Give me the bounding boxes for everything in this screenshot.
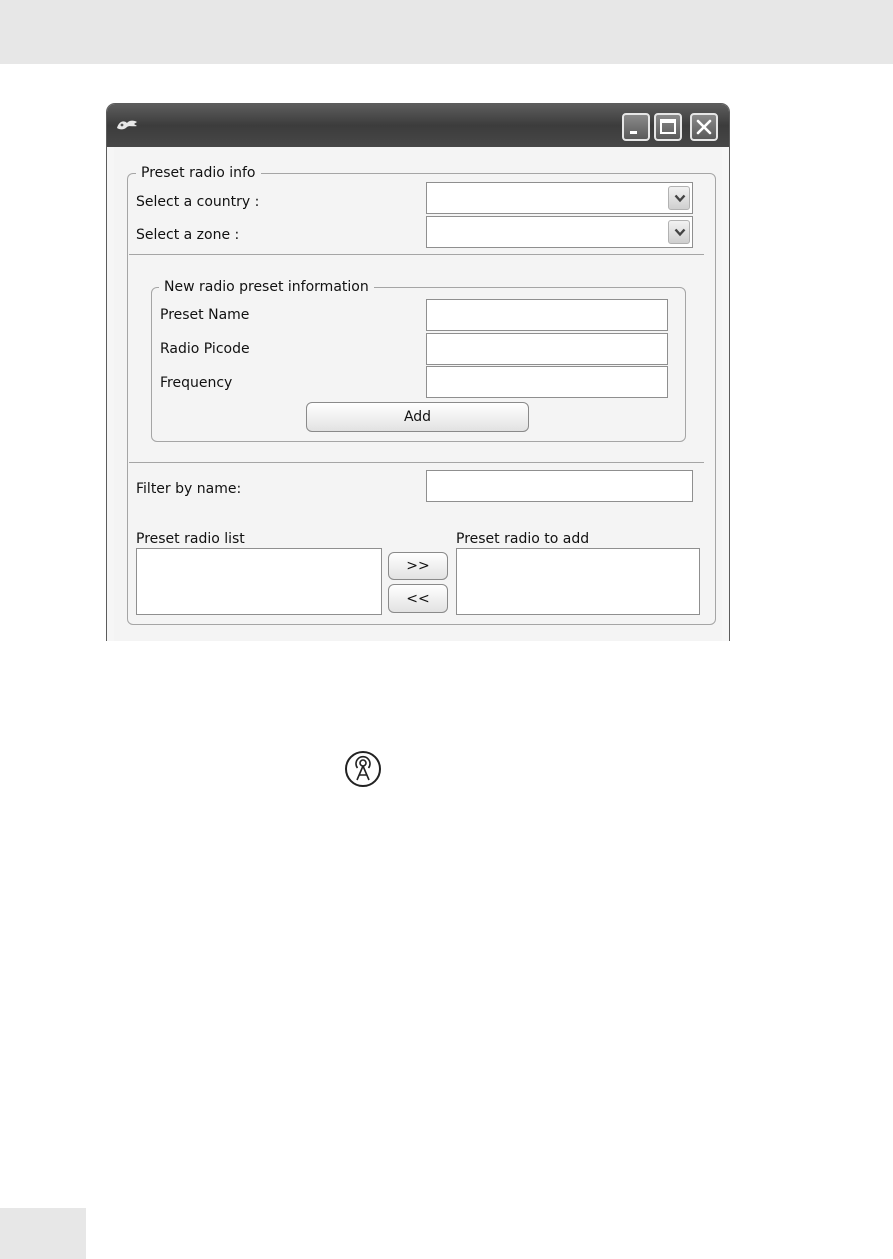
radio-picode-label: Radio Picode: [160, 341, 250, 357]
preset-name-label: Preset Name: [160, 307, 250, 323]
close-button[interactable]: [690, 113, 718, 141]
preset-radio-list[interactable]: [136, 548, 382, 615]
radio-picode-input[interactable]: [426, 333, 668, 365]
filter-by-name-input[interactable]: [426, 470, 693, 502]
filter-by-name-label: Filter by name:: [136, 481, 242, 497]
frequency-input[interactable]: [426, 366, 668, 398]
move-right-button[interactable]: >>: [388, 552, 448, 580]
country-label: Select a country :: [136, 194, 260, 210]
preset-name-input[interactable]: [426, 299, 668, 331]
preset-radio-info-legend: Preset radio info: [136, 164, 261, 182]
page-corner-block: [0, 1208, 86, 1259]
maximize-icon: [656, 115, 680, 139]
radio-antenna-icon: [343, 749, 383, 789]
minimize-button[interactable]: [622, 113, 650, 141]
zone-label: Select a zone :: [136, 227, 240, 243]
add-button[interactable]: Add: [306, 402, 529, 432]
country-select[interactable]: [426, 182, 693, 214]
move-left-button[interactable]: <<: [388, 584, 448, 613]
window-client-area: [114, 147, 722, 641]
chevron-down-icon: [674, 194, 686, 203]
zone-select[interactable]: [426, 216, 693, 248]
preset-radio-list-label: Preset radio list: [136, 531, 245, 547]
chevron-down-icon: [674, 228, 686, 237]
preset-radio-to-add-label: Preset radio to add: [456, 531, 590, 547]
country-dropdown-button[interactable]: [668, 186, 690, 210]
title-bar[interactable]: [107, 104, 729, 147]
zone-dropdown-button[interactable]: [668, 220, 690, 244]
separator-bottom: [129, 462, 704, 463]
frequency-label: Frequency: [160, 375, 233, 391]
page-header-band: [0, 0, 893, 64]
close-icon: [692, 115, 716, 139]
preset-radio-to-add-list[interactable]: [456, 548, 700, 615]
new-radio-preset-legend: New radio preset information: [159, 278, 374, 296]
separator-top: [129, 254, 704, 255]
maximize-button[interactable]: [654, 113, 682, 141]
app-logo-icon: [115, 118, 139, 132]
preset-radio-window: [106, 103, 730, 641]
minimize-icon: [624, 115, 648, 139]
